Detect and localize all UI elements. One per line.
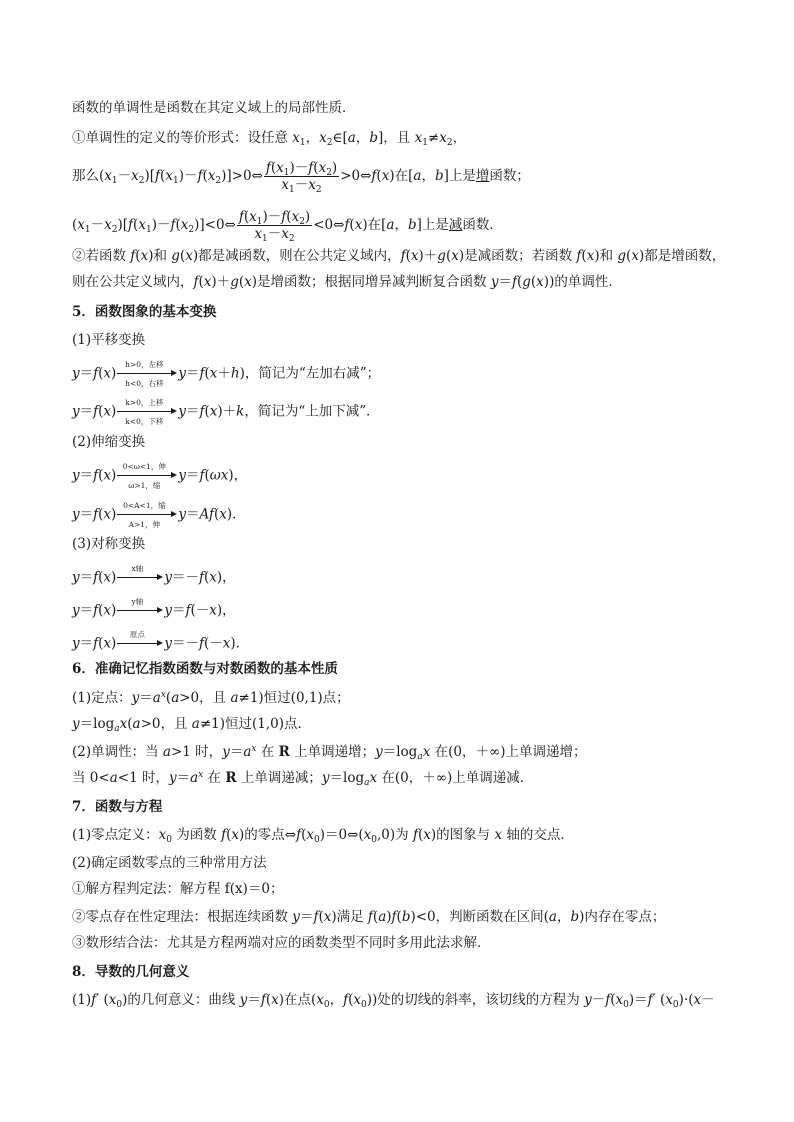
section-5-heading: 5．函数图象的基本变换 xyxy=(72,304,217,320)
translation-subheading: (1)平移变换 xyxy=(72,332,146,348)
method-existence-theorem: ②零点存在性定理法：根据连续函数 y＝f(x)满足 f(a)f(b)<0，判断函数在区间(a，b)内存在零点； xyxy=(72,909,666,925)
origin-reflection-rule: y＝f(x) 原点 y＝－f(－x)． xyxy=(72,630,249,658)
section-6-heading: 6．准确记忆指数函数与对数函数的基本性质 xyxy=(72,661,338,677)
x-axis-reflection-rule: y＝f(x) x轴 y＝－f(x)， xyxy=(72,564,236,592)
transform-arrow: h>0，左移 h<0，右移 xyxy=(117,360,177,388)
zero-methods-subheading: (2)确定函数零点的三种常用方法 xyxy=(72,855,267,871)
horizontal-scale-rule: y＝f(x) 0<ω<1，伸 ω>1，缩 y＝f(ωx)， xyxy=(72,462,248,490)
sum-monotonic-rule-2: 则在公共定义域内，f(x)＋g(x)是增函数；根据同增异减判断复合函数 y＝f(g(x))的单调性． xyxy=(72,274,622,290)
sum-monotonic-rule-1: ②若函数 f(x)和 g(x)都是减函数，则在公共定义域内，f(x)＋g(x)是减函数；若函数 f(x)和 g(x)都是增函数， xyxy=(72,248,726,264)
vertical-shift-rule: y＝f(x) k>0，上移 k<0，下移 y＝f(x)＋k，简记为“上加下减”． xyxy=(72,398,380,426)
fixed-point-exponential: (1)定点：$y=a^x(a>0$，且 a≠1)恒过(0,1)点； xyxy=(72,690,350,706)
zero-point-definition: (1)零点定义：$x_0$ 为函数 f(x)的零点$\Leftrightarrow f(x_0)=0\Leftrightarrow(x_0,0)$为 f(x)的图象与 x 轴的交点． xyxy=(72,827,574,845)
difference-quotient-fraction: $\frac{f(x_1)-f(x_2)}{x_1-x_2}$ xyxy=(238,209,311,244)
monotonic-local-note: 函数的单调性是函数在其定义域上的局部性质． xyxy=(72,100,356,116)
transform-arrow: 原点 xyxy=(117,630,163,658)
monotonicity-a-less-1: 当 0<a<1 时，$y=a^x$ 在 R 上单调递减；$y=\log_ax$ 在(0，＋∞)上单调递减． xyxy=(72,770,534,788)
symmetry-subheading: (3)对称变换 xyxy=(72,536,146,552)
monotonicity-a-greater-1: (2)单调性：当 a>1 时，$y=a^x$ 在 R 上单调递增；$y=\log_ax$ 在(0，＋∞)上单调递增； xyxy=(72,744,587,762)
transform-arrow: x轴 xyxy=(117,564,163,592)
method-solve-equation: ①解方程判定法：解方程 f(x)＝0； xyxy=(72,881,284,897)
section-8-heading: 8．导数的几何意义 xyxy=(72,964,190,980)
vertical-scale-rule: y＝f(x) 0<A<1，缩 A>1，伸 y＝Af(x)． xyxy=(72,501,246,529)
transform-arrow: k>0，上移 k<0，下移 xyxy=(117,398,177,426)
decreasing-function-condition: $(x_1-x_2)[f(x_1)-f(x_2)]<0\Leftrightarrow$ $\frac{f(x_1)-f(x_2)}{x_1-x_2}$ <0⇔f(x)在[a，b]上是减函数． xyxy=(72,209,503,244)
increasing-function-condition: 那么$(x_1-x_2)[f(x_1)-f(x_2)]>0\Leftrightarrow$ $\frac{f(x_1)-f(x_2)}{x_1-x_2}$ >0⇔f(x)在[a，b]上是增函数； xyxy=(72,160,530,195)
monotonic-definition-intro: ①单调性的定义的等价形式：设任意 $x_1$，$x_2\in[a$，b]，且 $x_1\ne x_2$， xyxy=(72,130,467,148)
y-axis-reflection-rule: y＝f(x) y轴 y＝f(－x)， xyxy=(72,597,236,625)
horizontal-shift-rule: y＝f(x) h>0，左移 h<0，右移 y＝f(x＋h)，简记为“左加右减”； xyxy=(72,360,381,388)
section-7-heading: 7．函数与方程 xyxy=(72,799,163,815)
transform-arrow: 0<A<1，缩 A>1，伸 xyxy=(117,501,177,529)
scaling-subheading: (2)伸缩变换 xyxy=(72,434,146,450)
transform-arrow: 0<ω<1，伸 ω>1，缩 xyxy=(117,462,177,490)
transform-arrow: y轴 xyxy=(117,597,163,625)
fixed-point-logarithm: $y=\log_ax(a>0$，且 a≠1)恒过(1,0)点． xyxy=(72,716,312,734)
difference-quotient-fraction: $\frac{f(x_1)-f(x_2)}{x_1-x_2}$ xyxy=(265,160,338,195)
derivative-geometric-meaning: (1)f′ $(x_0)$的几何意义：曲线 y＝f(x)在点($x_0$，$f(x_0)$)处的切线的斜率，该切线的方程为 $y-f(x_0)=f'$ $(x_0)\cdot(x-$ xyxy=(72,992,715,1010)
method-graphical: ③数形结合法：尤其是方程两端对应的函数类型不同时多用此法求解． xyxy=(72,935,491,951)
